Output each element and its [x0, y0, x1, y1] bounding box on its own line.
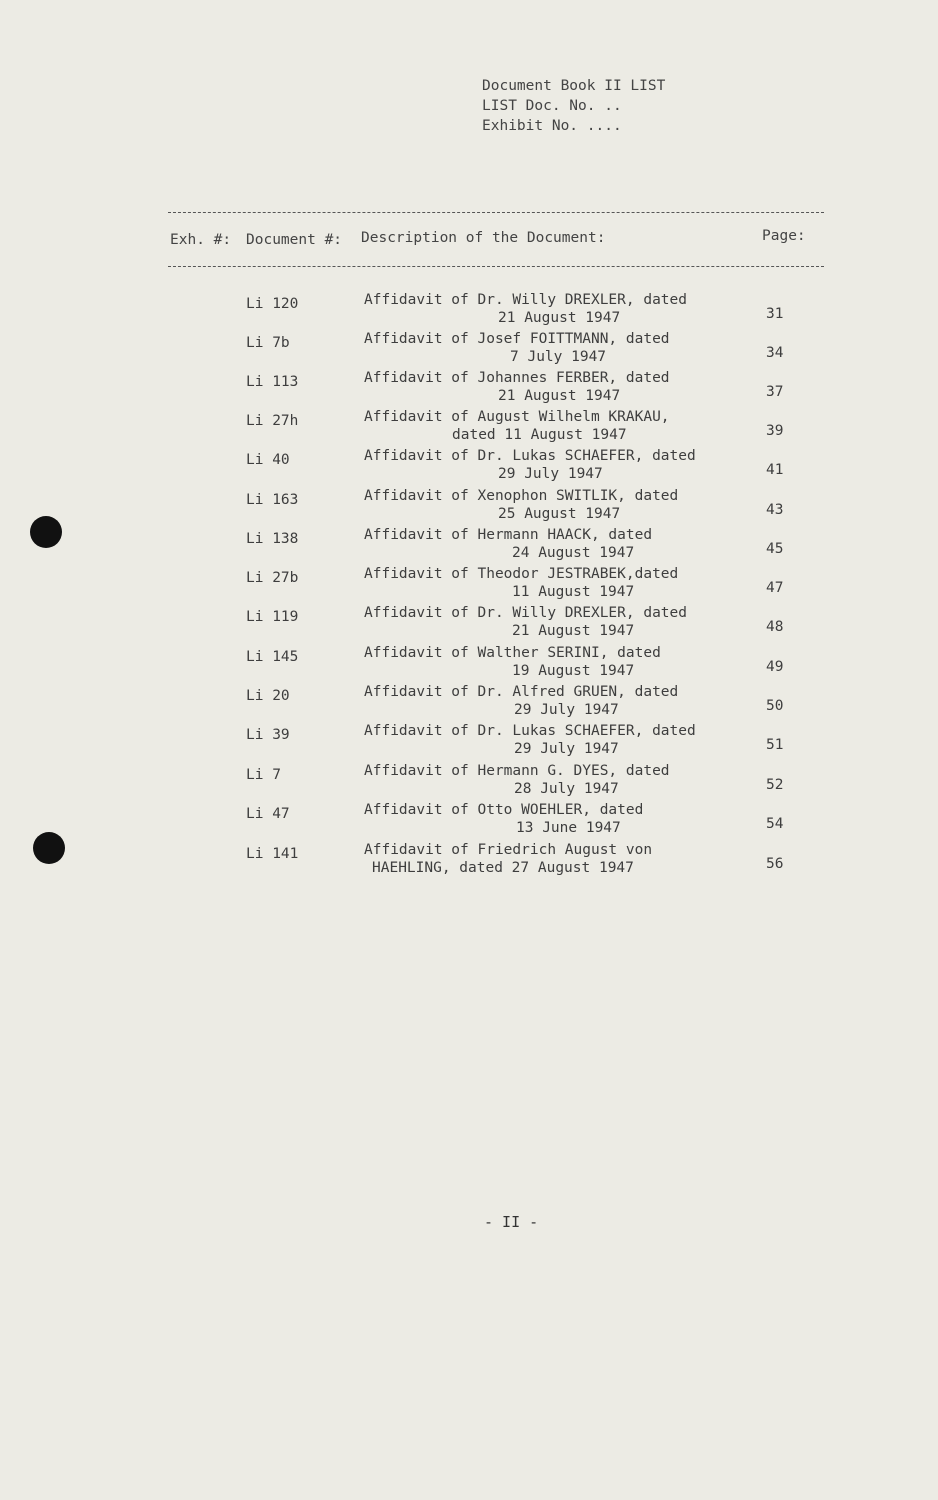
page-number: 52 [766, 777, 784, 793]
page-number: 49 [766, 659, 784, 675]
list-item [0, 331, 938, 371]
page-number: 48 [766, 619, 784, 635]
description-line2: 28 July 1947 [514, 781, 619, 797]
list-item [0, 566, 938, 606]
doc-number: Li 7b [246, 335, 290, 351]
description-line2: dated 11 August 1947 [452, 427, 627, 443]
list-item [0, 605, 938, 645]
doc-number: Li 7 [246, 767, 281, 783]
list-item [0, 645, 938, 685]
doc-number: Li 40 [246, 452, 290, 468]
description-line1: Affidavit of Josef FOITTMANN, dated [364, 331, 670, 347]
list-item [0, 763, 938, 803]
description-line2: 7 July 1947 [510, 349, 607, 365]
description-line2: 24 August 1947 [512, 545, 635, 561]
page-number: 54 [766, 816, 784, 832]
description-line1: Affidavit of Johannes FERBER, dated [364, 370, 670, 386]
description-line1: Affidavit of Hermann HAACK, dated [364, 527, 653, 543]
doc-number: Li 47 [246, 806, 290, 822]
description-line2: 29 July 1947 [514, 741, 619, 757]
description-line2: 25 August 1947 [498, 506, 621, 522]
description-line2: 21 August 1947 [512, 623, 635, 639]
description-line1: Affidavit of Friedrich August von [364, 842, 653, 858]
doc-number: Li 39 [246, 727, 290, 743]
description-line1: Affidavit of Dr. Willy DREXLER, dated [364, 605, 688, 621]
col-desc-header: Description of the Document: [361, 230, 606, 246]
page-footer: - II - [484, 1213, 539, 1231]
description-line2: 21 August 1947 [498, 310, 621, 326]
doc-number: Li 141 [246, 846, 299, 862]
punch-hole [30, 516, 62, 548]
doc-number: Li 138 [246, 531, 299, 547]
page-number: 43 [766, 502, 784, 518]
col-doc-header: Document #: [246, 232, 343, 248]
page-number: 50 [766, 698, 784, 714]
description-line2: 11 August 1947 [512, 584, 635, 600]
description-line1: Affidavit of Dr. Willy DREXLER, dated [364, 292, 688, 308]
description-line2: 21 August 1947 [498, 388, 621, 404]
list-item [0, 292, 938, 332]
description-line2: 29 July 1947 [498, 466, 603, 482]
page-number: 39 [766, 423, 784, 439]
list-item [0, 488, 938, 528]
description-line1: Affidavit of Dr. Lukas SCHAEFER, dated [364, 723, 696, 739]
doc-number: Li 145 [246, 649, 299, 665]
description-line1: Affidavit of August Wilhelm KRAKAU, [364, 409, 670, 425]
header-doc-line: LIST Doc. No. .. [482, 98, 622, 114]
header-book-line: Document Book II LIST [482, 78, 666, 94]
list-item [0, 802, 938, 842]
description-line2: HAEHLING, dated 27 August 1947 [372, 860, 634, 876]
doc-number: Li 27b [246, 570, 299, 586]
col-page-header: Page: [762, 228, 806, 244]
doc-number: Li 113 [246, 374, 299, 390]
description-line1: Affidavit of Theodor JESTRABEK,dated [364, 566, 679, 582]
description-line2: 13 June 1947 [516, 820, 621, 836]
list-item [0, 684, 938, 724]
list-item [0, 448, 938, 488]
divider-top [168, 212, 824, 213]
doc-number: Li 20 [246, 688, 290, 704]
punch-hole [33, 832, 65, 864]
doc-number: Li 120 [246, 296, 299, 312]
list-item [0, 842, 938, 882]
col-exh-header: Exh. #: [170, 232, 232, 248]
page-number: 56 [766, 856, 784, 872]
description-line2: 19 August 1947 [512, 663, 635, 679]
list-item [0, 409, 938, 449]
description-line1: Affidavit of Hermann G. DYES, dated [364, 763, 670, 779]
description-line1: Affidavit of Dr. Alfred GRUEN, dated [364, 684, 679, 700]
doc-number: Li 163 [246, 492, 299, 508]
description-line1: Affidavit of Xenophon SWITLIK, dated [364, 488, 679, 504]
page-number: 41 [766, 462, 784, 478]
list-item [0, 370, 938, 410]
description-line2: 29 July 1947 [514, 702, 619, 718]
page-number: 37 [766, 384, 784, 400]
page-number: 51 [766, 737, 784, 753]
list-item [0, 723, 938, 763]
doc-number: Li 119 [246, 609, 299, 625]
doc-number: Li 27h [246, 413, 299, 429]
description-line1: Affidavit of Dr. Lukas SCHAEFER, dated [364, 448, 696, 464]
document-header [482, 76, 665, 136]
page-number: 47 [766, 580, 784, 596]
description-line1: Affidavit of Walther SERINI, dated [364, 645, 661, 661]
list-item [0, 527, 938, 567]
description-line1: Affidavit of Otto WOEHLER, dated [364, 802, 644, 818]
page-number: 45 [766, 541, 784, 557]
page-number: 34 [766, 345, 784, 361]
divider-header [168, 266, 824, 267]
page-number: 31 [766, 306, 784, 322]
header-exhibit-line: Exhibit No. .... [482, 118, 622, 134]
